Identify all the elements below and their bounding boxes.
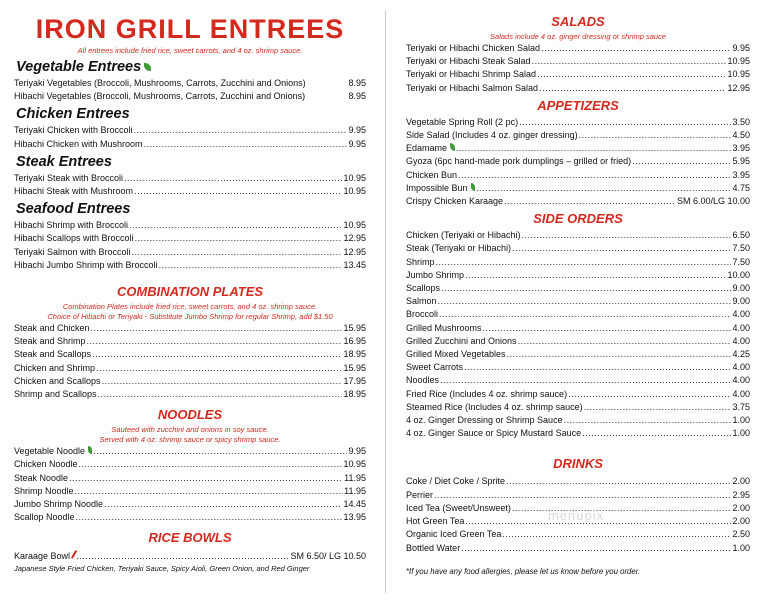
menu-item: Scallop Noodle ..... 13.95 bbox=[14, 511, 366, 524]
noodles-list bbox=[14, 445, 366, 524]
side-orders-list bbox=[406, 229, 750, 440]
leaf-icon bbox=[144, 63, 151, 71]
menu-item: Chicken and Shrimp ..... 15.95 bbox=[14, 362, 366, 375]
menu-item: Edamame ..... 3.95 bbox=[406, 142, 750, 155]
menu-item: Teriyaki or Hibachi Steak Salad ..... 10.95 bbox=[406, 55, 750, 68]
menu-item: Steak Noodle ..... 11.95 bbox=[14, 472, 366, 485]
appetizers-list bbox=[406, 116, 750, 208]
menu-item: Side Salad (Includes 4 oz. ginger dressing) ..... 4.50 bbox=[406, 129, 750, 142]
menu-item: Chicken and Scallops ..... 17.95 bbox=[14, 375, 366, 388]
menu-item: Vegetable Noodle ..... 9.95 bbox=[14, 445, 366, 458]
combo-note-2: Choice of Hibachi or Teriyaki - Substitute Jumbo Shrimp for regular Shrimp, add $1.50 bbox=[47, 312, 333, 322]
menu-item: Grilled Mixed Vegetables ..... 4.25 bbox=[406, 348, 750, 361]
leaf-icon bbox=[471, 183, 475, 191]
menu-item: Perrier ..... 2.95 bbox=[406, 489, 750, 502]
menu-item: Teriyaki Salmon with Broccoli ..... 12.95 bbox=[14, 246, 366, 259]
side-orders-title: SIDE ORDERS bbox=[533, 211, 623, 227]
rice-bowl-description: Japanese Style Fried Chicken, Teriyaki Sauce, Spicy Aioli, Green Onion, and Red Ginger bbox=[14, 563, 310, 573]
menu-item: Shrimp and Scallops ..... 18.95 bbox=[14, 388, 366, 401]
menu-item: Crispy Chicken Karaage ..... SM 6.00/LG 10.00 bbox=[406, 195, 750, 208]
main-note: All entrees include fried rice, sweet carrots, and 4 oz. shrimp sauce. bbox=[77, 46, 303, 55]
menu-item: 4 oz. Ginger Dressing or Shrimp Sauce ..... 1.00 bbox=[406, 414, 750, 427]
noodles-title: NOODLES bbox=[157, 407, 223, 423]
watermark: menupix bbox=[548, 508, 605, 523]
chicken-title: Chicken Entrees bbox=[16, 106, 130, 123]
combo-note-1: Combination Plates include fried rice, sweet carrots, and 4 oz. shrimp sauce. bbox=[62, 302, 318, 312]
menu-item: Teriyaki Vegetables (Broccoli, Mushrooms, Carrots, Zucchini and Onions) 8.95 bbox=[14, 78, 366, 88]
rice-bowls-title: RICE BOWLS bbox=[148, 530, 232, 546]
menu-item: Jumbo Shrimp ..... 10.00 bbox=[406, 269, 750, 282]
menu-item: Shrimp Noodle ..... 11.95 bbox=[14, 485, 366, 498]
menu-item: Steak (Teriyaki or Hibachi) ..... 7.50 bbox=[406, 242, 750, 255]
steak-list bbox=[14, 172, 366, 198]
menu-item: Shrimp ..... 7.50 bbox=[406, 256, 750, 269]
appetizers-title: APPETIZERS bbox=[537, 97, 619, 113]
menu-item: Chicken (Teriyaki or Hibachi) ..... 6.50 bbox=[406, 229, 750, 242]
rice-bowls-list bbox=[14, 550, 366, 563]
menu-item: Steak and Shrimp ..... 16.95 bbox=[14, 335, 366, 348]
menu-item: Steak and Scallops ..... 18.95 bbox=[14, 348, 366, 361]
column-divider bbox=[385, 10, 386, 593]
menu-item: Teriyaki Steak with Broccoli ..... 10.95 bbox=[14, 172, 366, 185]
right-column bbox=[406, 0, 750, 577]
allergy-note: *If you have any food allergies, please let us know before you order. bbox=[406, 566, 641, 576]
menu-item: Sweet Carrots ..... 4.00 bbox=[406, 361, 750, 374]
menu-item: Hibachi Steak with Mushroom ..... 10.95 bbox=[14, 185, 366, 198]
menu-item: Teriyaki or Hibachi Salmon Salad ..... 12.95 bbox=[406, 82, 750, 95]
salads-note: Salads include 4 oz. ginger dressing or shrimp sauce bbox=[490, 32, 666, 41]
menu-item: Scallops ..... 9.00 bbox=[406, 282, 750, 295]
leaf-icon bbox=[450, 143, 455, 151]
menu-item: Karaage Bowl ..... SM 6.50/ LG 10.50 bbox=[14, 550, 366, 563]
main-title: IRON GRILL ENTREES bbox=[35, 14, 345, 44]
noodles-note-2: Served with 4 oz. shrimp sauce or spicy shrimp sauce. bbox=[99, 435, 281, 445]
menu-item: Hot Green Tea ..... 2.00 bbox=[406, 515, 750, 528]
vegetable-title: Vegetable Entrees bbox=[16, 59, 366, 76]
menu-item: Hibachi Chicken with Mushroom ..... 9.95 bbox=[14, 138, 366, 151]
menu-item: Bottled Water ..... 1.00 bbox=[406, 542, 750, 555]
combo-title: COMBINATION PLATES bbox=[116, 284, 264, 300]
menu-item: Teriyaki or Hibachi Chicken Salad ..... 9.95 bbox=[406, 42, 750, 55]
chicken-list bbox=[14, 124, 366, 150]
combo-list bbox=[14, 322, 366, 401]
menu-item: Impossible Bun ..... 4.75 bbox=[406, 182, 750, 195]
menu-item: Noodles ..... 4.00 bbox=[406, 374, 750, 387]
menu-item: Steamed Rice (Includes 4 oz. shrimp sauce) ..... 3.75 bbox=[406, 401, 750, 414]
leaf-icon bbox=[88, 446, 92, 454]
menu-item: Iced Tea (Sweet/Unsweet) ..... 2.00 bbox=[406, 502, 750, 515]
menu-item: Hibachi Shrimp with Broccoli ..... 10.95 bbox=[14, 219, 366, 232]
menu-item: Hibachi Scallops with Broccoli ..... 12.95 bbox=[14, 232, 366, 245]
menu-item: Fried Rice (Includes 4 oz. shrimp sauce) ..... 4.00 bbox=[406, 388, 750, 401]
vegetable-list bbox=[14, 77, 366, 103]
menu-item: Gyoza (6pc hand-made pork dumplings – grilled or fried) ..... 5.95 bbox=[406, 155, 750, 168]
menu-item: Chicken Bun ..... 3.95 bbox=[406, 169, 750, 182]
menu-item: Coke / Diet Coke / Sprite ..... 2.00 bbox=[406, 475, 750, 488]
menu-item: Hibachi Jumbo Shrimp with Broccoli ..... 13.45 bbox=[14, 259, 366, 272]
menu-item: Broccoli ..... 4.00 bbox=[406, 308, 750, 321]
menu-item: Chicken Noodle ..... 10.95 bbox=[14, 458, 366, 471]
seafood-list bbox=[14, 219, 366, 272]
salads-title: SALADS bbox=[551, 14, 605, 29]
menu-item: Grilled Zucchini and Onions ..... 4.00 bbox=[406, 335, 750, 348]
seafood-title: Seafood Entrees bbox=[16, 201, 131, 218]
steak-title: Steak Entrees bbox=[16, 153, 112, 170]
menu-item: Steak and Chicken ..... 15.95 bbox=[14, 322, 366, 335]
left-column bbox=[14, 0, 366, 574]
menu-item: Grilled Mushrooms ..... 4.00 bbox=[406, 322, 750, 335]
menu-item: Teriyaki Chicken with Broccoli ..... 9.95 bbox=[14, 124, 366, 137]
menu-item: Hibachi Vegetables (Broccoli, Mushrooms, Carrots, Zucchini and Onions) 8.95 bbox=[14, 91, 366, 102]
menu-item: Teriyaki or Hibachi Shrimp Salad ..... 10.95 bbox=[406, 68, 750, 81]
drinks-title: DRINKS bbox=[553, 456, 603, 472]
menu-item: Jumbo Shrimp Noodle ..... 14.45 bbox=[14, 498, 366, 511]
noodles-note-1: Sauteed with zucchini and onions in soy sauce. bbox=[111, 425, 269, 435]
salads-list bbox=[406, 42, 750, 95]
menu-item: Organic Iced Green Tea ..... 2.50 bbox=[406, 528, 750, 541]
menu-item: 4 oz. Ginger Sauce or Spicy Mustard Sauce ..... 1.00 bbox=[406, 427, 750, 440]
menu-item: Salmon ..... 9.00 bbox=[406, 295, 750, 308]
menu-item: Vegetable Spring Roll (2 pc) ..... 3.50 bbox=[406, 116, 750, 129]
